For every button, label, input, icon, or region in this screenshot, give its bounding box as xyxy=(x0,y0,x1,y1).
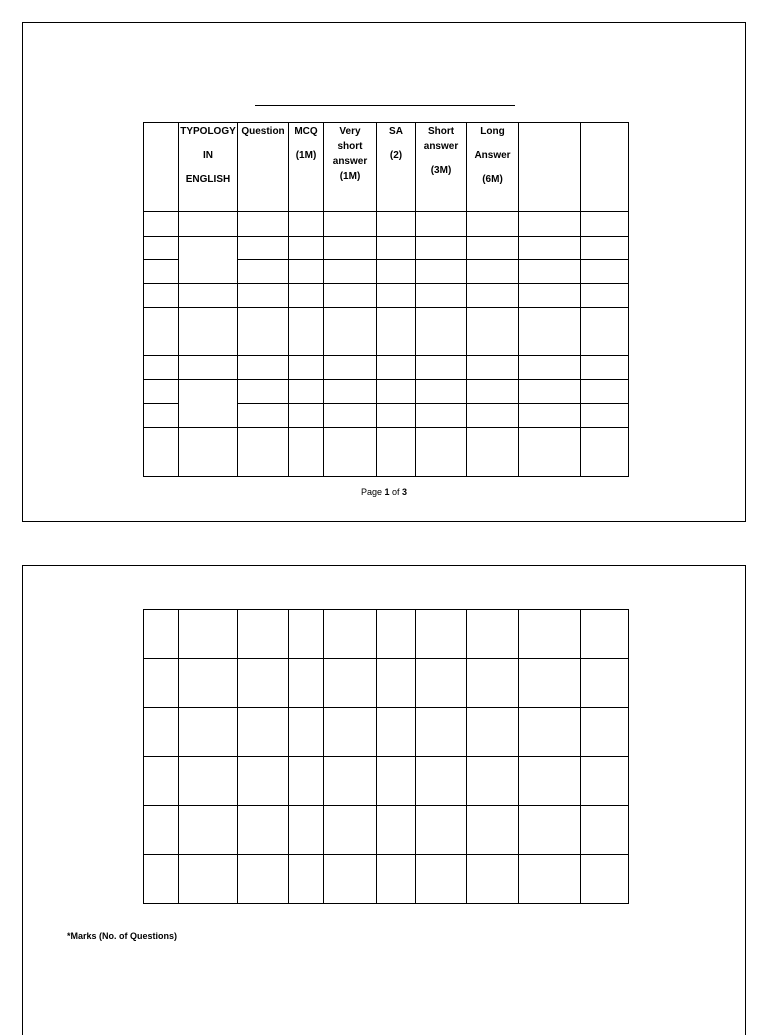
table-row xyxy=(144,708,629,757)
title-underline xyxy=(255,105,515,106)
header-very-short-answer: Very short answer (1M) xyxy=(324,123,377,212)
table-row xyxy=(144,428,629,477)
page-number-footer: Page 1 of 3 xyxy=(360,487,408,497)
table-row xyxy=(144,380,629,404)
merged-cell xyxy=(179,237,238,284)
table-row xyxy=(144,757,629,806)
marks-note: *Marks (No. of Questions) xyxy=(67,931,178,941)
table-row xyxy=(144,284,629,308)
header-typology: TYPOLOGY IN ENGLISH xyxy=(179,123,238,212)
table-header-row xyxy=(144,123,629,212)
page-2 xyxy=(22,565,746,1035)
table-row xyxy=(144,356,629,380)
table-row xyxy=(144,806,629,855)
table-row xyxy=(144,212,629,237)
table-row xyxy=(144,237,629,260)
table-row xyxy=(144,659,629,708)
table-row xyxy=(144,308,629,356)
header-short-answer: Short answer (3M) xyxy=(416,123,467,212)
header-cell-blank xyxy=(144,123,179,212)
header-sa: SA (2) xyxy=(377,123,416,212)
page-1 xyxy=(22,22,746,522)
header-mcq: MCQ (1M) xyxy=(289,123,324,212)
merged-cell xyxy=(179,380,238,428)
table-row xyxy=(144,610,629,659)
header-cell-blank xyxy=(519,123,581,212)
blueprint-table xyxy=(143,122,629,477)
header-long-answer: Long Answer (6M) xyxy=(467,123,519,212)
table-row xyxy=(144,855,629,904)
header-question: Question xyxy=(238,123,289,212)
blueprint-table-continued xyxy=(143,609,629,904)
header-cell-blank xyxy=(581,123,629,212)
